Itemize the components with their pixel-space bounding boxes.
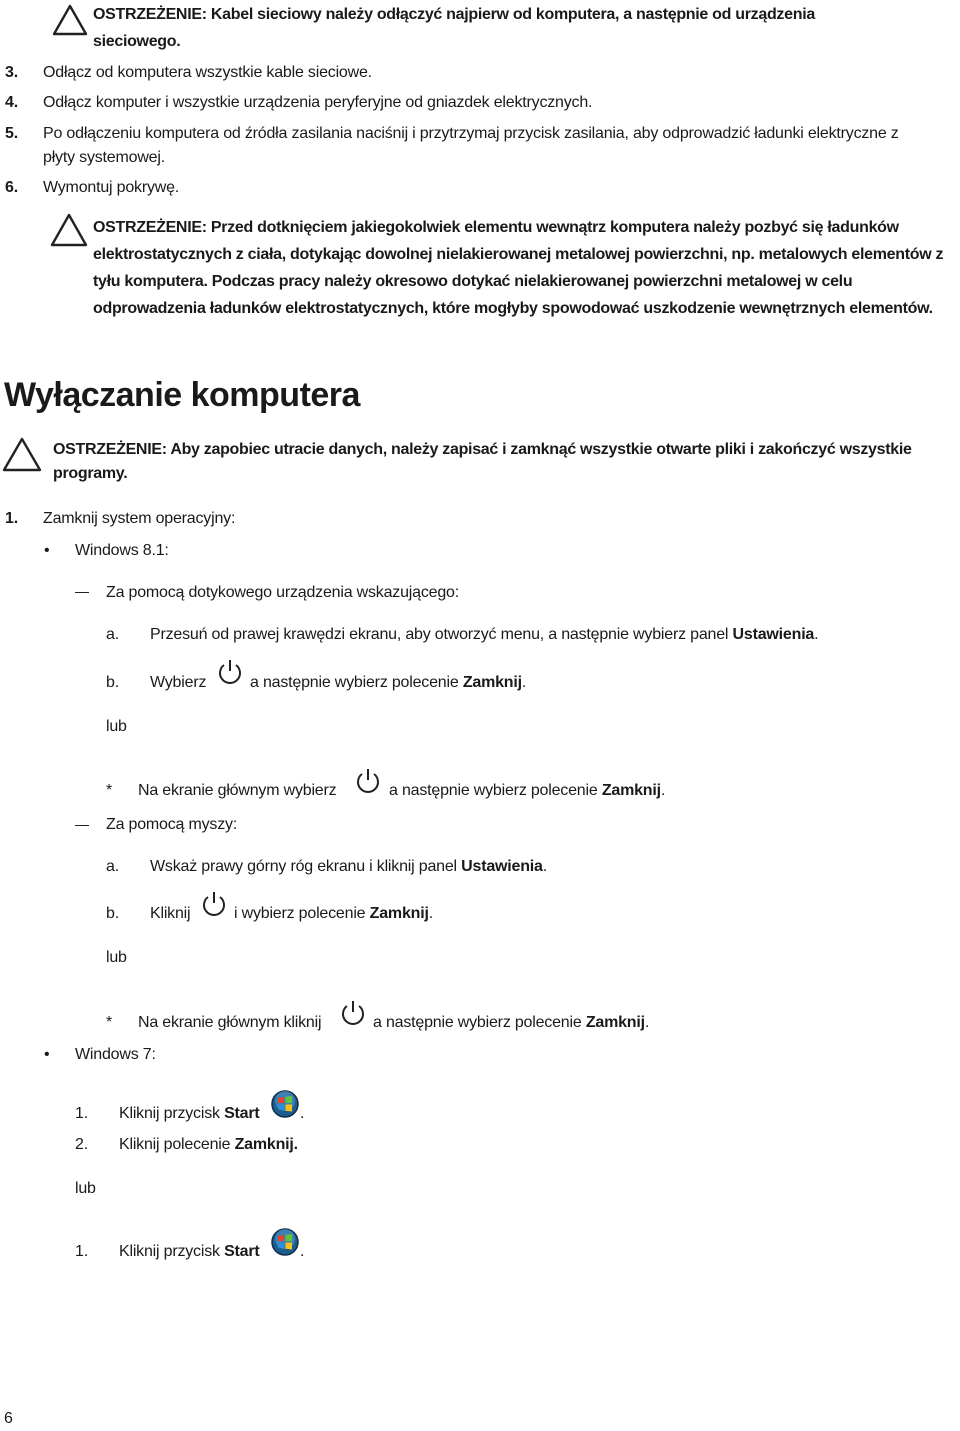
star-marker: * bbox=[106, 782, 113, 799]
step-text: Odłącz komputer i wszystkie urządzenia peryferyjne od gniazdek elektrycznych. bbox=[43, 94, 593, 111]
shutdown-label: Zamknij bbox=[601, 782, 661, 799]
warning-2 bbox=[93, 214, 959, 322]
step-letter: a. bbox=[106, 626, 119, 643]
warning-label: OSTRZEŻENIE: bbox=[93, 219, 207, 236]
step-number: 1. bbox=[5, 510, 18, 527]
step-text: Wskaż prawy górny róg ekranu i kliknij panel bbox=[150, 858, 457, 875]
dash bbox=[75, 592, 89, 593]
step-6 bbox=[5, 176, 179, 200]
step-number: 5. bbox=[5, 125, 18, 142]
dash bbox=[75, 825, 89, 826]
mouse-step-b-cont: i wybierz polecenie Zamknij. bbox=[234, 905, 433, 922]
warning-icon bbox=[50, 213, 88, 247]
shutdown-label: Zamknij bbox=[462, 674, 522, 691]
step-text: i wybierz polecenie bbox=[234, 905, 366, 922]
or-text: lub bbox=[106, 949, 127, 966]
page-number: 6 bbox=[4, 1410, 13, 1427]
win7-step-1 bbox=[75, 1102, 260, 1126]
touch-step-b-cont: a następnie wybierz polecenie Zamknij. bbox=[250, 674, 527, 691]
step-1 bbox=[5, 507, 235, 531]
step-letter: b. bbox=[106, 674, 119, 691]
shutdown-label: Zamknij. bbox=[234, 1136, 298, 1153]
step-number: 2. bbox=[75, 1136, 88, 1153]
step-text: a następnie wybierz polecenie bbox=[373, 1014, 582, 1031]
win7-alt-step-1-dot: . bbox=[300, 1243, 305, 1260]
win7-step-2 bbox=[75, 1133, 298, 1157]
step-text: a następnie wybierz polecenie bbox=[250, 674, 459, 691]
touch-step-a: a. Przesuń od prawej krawędzi ekranu, aby otworzyć menu, a następnie wybierz panel Ustawienia. bbox=[106, 623, 818, 647]
step-4 bbox=[5, 91, 592, 115]
power-icon bbox=[216, 657, 244, 687]
win7-alt-step-1 bbox=[75, 1240, 260, 1264]
warning-text: Aby zapobiec utracie danych, należy zapisać i zamknąć wszystkie otwarte pliki i zakończyć wszystkie programy. bbox=[53, 441, 912, 482]
step-text: Przesuń od prawej krawędzi ekranu, aby otworzyć menu, a następnie wybierz panel bbox=[150, 626, 729, 643]
step-text: Odłącz od komputera wszystkie kable sieciowe. bbox=[43, 64, 372, 81]
windows-start-orb-icon bbox=[270, 1089, 300, 1119]
step-5-cont bbox=[43, 146, 165, 170]
touch-step-b bbox=[106, 671, 206, 695]
step-number: 4. bbox=[5, 94, 18, 111]
step-text: Na ekranie głównym wybierz bbox=[138, 782, 337, 799]
warning-icon bbox=[52, 4, 88, 36]
step-text: a następnie wybierz polecenie bbox=[389, 782, 598, 799]
or-text: lub bbox=[106, 718, 127, 735]
mouse-star bbox=[106, 1011, 321, 1035]
touch-star-cont: a następnie wybierz polecenie Zamknij. bbox=[389, 782, 666, 799]
step-text: Kliknij przycisk bbox=[119, 1105, 220, 1122]
shutdown-label: Zamknij bbox=[585, 1014, 645, 1031]
start-label: Start bbox=[224, 1105, 260, 1122]
power-icon bbox=[354, 766, 382, 796]
step-text: Wybierz bbox=[150, 674, 207, 691]
star-marker: * bbox=[106, 1014, 113, 1031]
windows-81-label: Windows 8.1: bbox=[75, 542, 169, 559]
step-text: Na ekranie głównym kliknij bbox=[138, 1014, 322, 1031]
warning-label: OSTRZEŻENIE: bbox=[93, 6, 207, 23]
bullet-dot: • bbox=[44, 1046, 50, 1063]
settings-label: Ustawienia bbox=[461, 858, 543, 875]
touch-label: Za pomocą dotykowego urządzenia wskazującego: bbox=[106, 584, 459, 601]
step-text: Kliknij polecenie bbox=[119, 1136, 231, 1153]
step-letter: b. bbox=[106, 905, 119, 922]
mouse-label: Za pomocą myszy: bbox=[106, 816, 238, 833]
or-text: lub bbox=[75, 1180, 96, 1197]
settings-label: Ustawienia bbox=[732, 626, 815, 643]
warning-1 bbox=[93, 1, 893, 55]
step-text: Kliknij bbox=[150, 905, 191, 922]
warning-text: Przed dotknięciem jakiegokolwiek elementu wewnątrz komputera należy pozbyć się ładunków elektrostatycznych z ciała, dotykając dowolnej nielakierowanej metalowej powierzchni, np. metalowych elementów z tyłu komputera. Podczas pracy należy okresowo dotykać nielakierowanej powierzchni metalowej w celu odprowadzenia ładunków elektrostatycznych, które mogłyby spowodować uszkodzenie wewnętrznych elementów. bbox=[93, 219, 944, 317]
warning-3 bbox=[53, 438, 913, 486]
touch-star bbox=[106, 779, 336, 803]
shutdown-label: Zamknij bbox=[369, 905, 429, 922]
warning-icon bbox=[2, 437, 42, 473]
step-number: 1. bbox=[75, 1105, 88, 1122]
step-text: Wymontuj pokrywę. bbox=[43, 179, 180, 196]
windows-start-orb-icon bbox=[270, 1227, 300, 1257]
mouse-star-cont: a następnie wybierz polecenie Zamknij. bbox=[373, 1014, 650, 1031]
warning-label: OSTRZEŻENIE: bbox=[53, 441, 167, 458]
mouse-step-a: a. Wskaż prawy górny róg ekranu i kliknij panel Ustawienia. bbox=[106, 855, 547, 879]
step-number: 1. bbox=[75, 1243, 88, 1260]
bullet-dot: • bbox=[44, 542, 50, 559]
step-text: Kliknij przycisk bbox=[119, 1243, 220, 1260]
step-text-line1: Po odłączeniu komputera od źródła zasilania naciśnij i przytrzymaj przycisk zasilania, aby odprowadzić ładunki elektryczne z bbox=[43, 125, 899, 142]
mouse-step-b bbox=[106, 902, 190, 926]
step-3 bbox=[5, 61, 372, 85]
section-title: Wyłączanie komputera bbox=[4, 376, 360, 414]
step-number: 3. bbox=[5, 64, 18, 81]
windows-7-label: Windows 7: bbox=[75, 1046, 156, 1063]
step-letter: a. bbox=[106, 858, 119, 875]
win7-step-1-dot: . bbox=[300, 1105, 305, 1122]
power-icon bbox=[339, 998, 367, 1028]
step-number: 6. bbox=[5, 179, 18, 196]
step-text-line2: płyty systemowej. bbox=[43, 149, 165, 166]
step-5 bbox=[5, 122, 899, 146]
power-icon bbox=[200, 889, 228, 919]
step-text: Zamknij system operacyjny: bbox=[43, 510, 236, 527]
warning-text: Kabel sieciowy należy odłączyć najpierw od komputera, a następnie od urządzenia sieciowego. bbox=[93, 6, 815, 50]
start-label: Start bbox=[224, 1243, 260, 1260]
